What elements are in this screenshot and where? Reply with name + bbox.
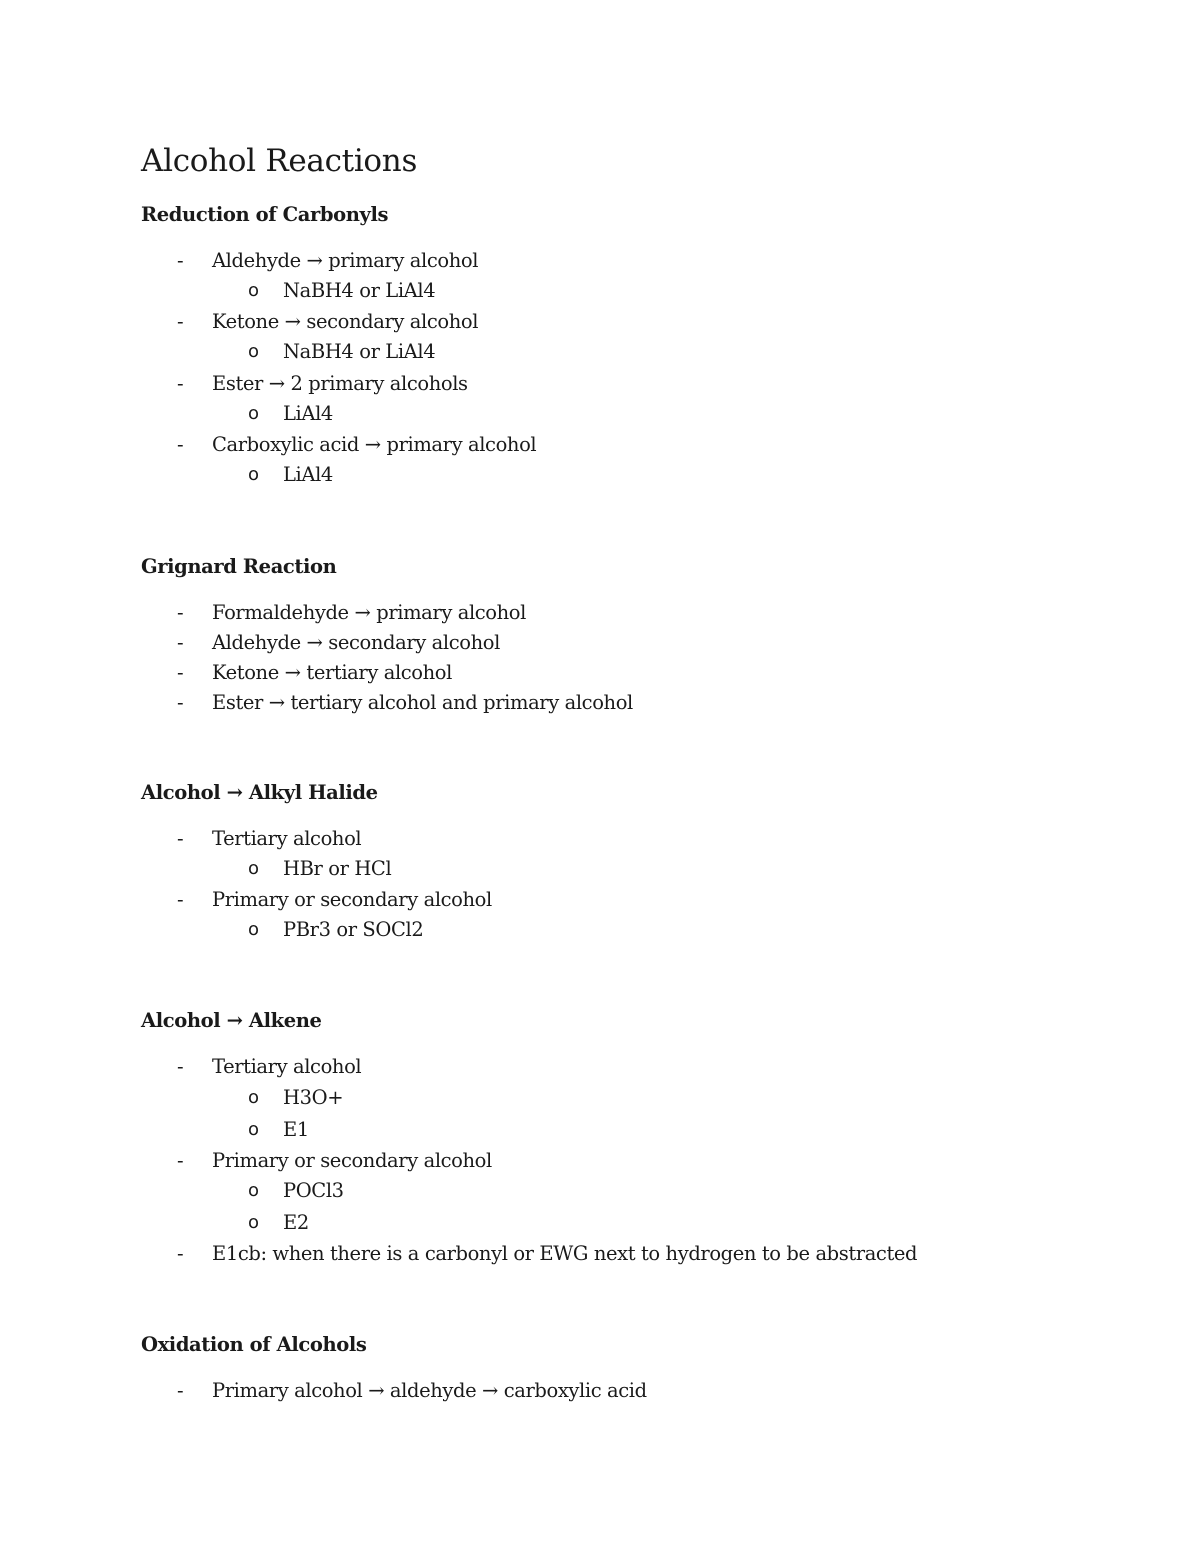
sub-list-item-text: LiAl4 <box>283 463 333 486</box>
sub-list-item-text: PBr3 or SOCl2 <box>283 918 424 941</box>
dash-bullet: - <box>177 691 184 714</box>
list-item-text: Primary or secondary alcohol <box>212 1149 492 1172</box>
dash-bullet: - <box>177 661 184 684</box>
dash-bullet: - <box>177 249 184 272</box>
dash-bullet: - <box>177 310 184 333</box>
circle-bullet-icon: o <box>248 1087 259 1108</box>
circle-bullet-icon: o <box>248 919 259 940</box>
list-item-text: Formaldehyde → primary alcohol <box>212 601 526 624</box>
dash-bullet: - <box>177 433 184 456</box>
dash-bullet: - <box>177 888 184 911</box>
sub-list-item-text: E1 <box>283 1118 309 1141</box>
list-item-text: Ketone → tertiary alcohol <box>212 661 452 684</box>
section-heading-reduction-of-carbonyls: Reduction of Carbonyls <box>141 203 389 226</box>
circle-bullet-icon: o <box>248 280 259 301</box>
list-item-text: Primary alcohol → aldehyde → carboxylic acid <box>212 1379 647 1402</box>
circle-bullet-icon: o <box>248 403 259 424</box>
dash-bullet: - <box>177 1242 184 1265</box>
sub-list-item-text: NaBH4 or LiAl4 <box>283 279 436 302</box>
list-item-text: Ester → 2 primary alcohols <box>212 372 468 395</box>
sub-list-item-text: POCl3 <box>283 1179 344 1202</box>
sub-list-item-text: HBr or HCl <box>283 857 392 880</box>
dash-bullet: - <box>177 601 184 624</box>
list-item-text: Tertiary alcohol <box>212 827 362 850</box>
list-item-text: Carboxylic acid → primary alcohol <box>212 433 537 456</box>
circle-bullet-icon: o <box>248 464 259 485</box>
list-item-text: Aldehyde → secondary alcohol <box>212 631 500 654</box>
list-item-text: Tertiary alcohol <box>212 1055 362 1078</box>
list-item-text: Primary or secondary alcohol <box>212 888 492 911</box>
circle-bullet-icon: o <box>248 1212 259 1233</box>
section-heading-oxidation-of-alcohols: Oxidation of Alcohols <box>141 1333 367 1356</box>
sub-list-item-text: LiAl4 <box>283 402 333 425</box>
circle-bullet-icon: o <box>248 341 259 362</box>
list-item-text: Ester → tertiary alcohol and primary alcohol <box>212 691 633 714</box>
dash-bullet: - <box>177 1149 184 1172</box>
sub-list-item-text: E2 <box>283 1211 309 1234</box>
list-item-text: Aldehyde → primary alcohol <box>212 249 479 272</box>
dash-bullet: - <box>177 1379 184 1402</box>
section-heading-grignard-reaction: Grignard Reaction <box>141 555 337 578</box>
circle-bullet-icon: o <box>248 858 259 879</box>
dash-bullet: - <box>177 1055 184 1078</box>
circle-bullet-icon: o <box>248 1119 259 1140</box>
dash-bullet: - <box>177 372 184 395</box>
list-item-text: E1cb: when there is a carbonyl or EWG next to hydrogen to be abstracted <box>212 1242 918 1265</box>
circle-bullet-icon: o <box>248 1180 259 1201</box>
section-heading-alcohol-to-alkyl-halide: Alcohol → Alkyl Halide <box>141 781 378 804</box>
list-item-text: Ketone → secondary alcohol <box>212 310 479 333</box>
sub-list-item-text: H3O+ <box>283 1086 344 1109</box>
dash-bullet: - <box>177 631 184 654</box>
sub-list-item-text: NaBH4 or LiAl4 <box>283 340 436 363</box>
dash-bullet: - <box>177 827 184 850</box>
section-heading-alcohol-to-alkene: Alcohol → Alkene <box>141 1009 322 1032</box>
document-title: Alcohol Reactions <box>141 143 418 179</box>
